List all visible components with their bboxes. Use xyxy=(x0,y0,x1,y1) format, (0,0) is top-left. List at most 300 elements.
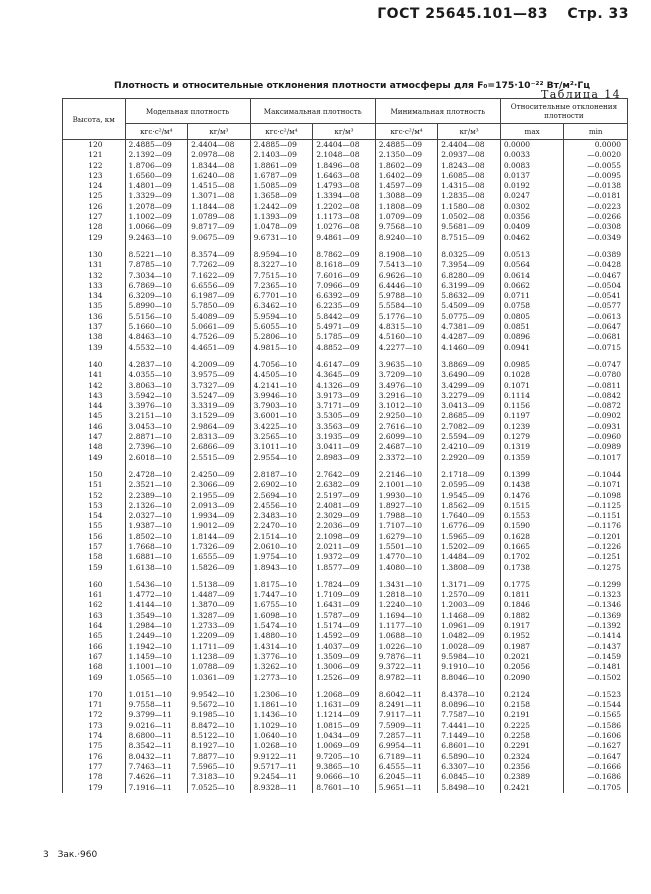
table-row xyxy=(63,291,628,301)
table-cell: 4.6147—09 xyxy=(313,360,376,370)
table-cell: 3.9173—09 xyxy=(313,391,376,401)
table-cell: 1.3262—10 xyxy=(250,662,313,672)
table-cell: 9.2463—10 xyxy=(125,233,188,243)
table-cell: 9.0216—11 xyxy=(125,721,188,731)
table-cell: 7.3034—10 xyxy=(125,271,188,281)
table-cell: 5.6055—10 xyxy=(250,322,313,332)
table-cell: 176 xyxy=(63,752,126,762)
table-cell: 1.0276—08 xyxy=(313,222,376,232)
page-number: Стр. 33 xyxy=(567,6,629,22)
table-cell: 1.0268—10 xyxy=(250,741,313,751)
table-cell: 0.2056 xyxy=(500,662,564,672)
table-row xyxy=(63,580,628,590)
table-cell: 2.1955—09 xyxy=(188,491,251,501)
table-cell: 5.2806—10 xyxy=(250,332,313,342)
table-cell: 127 xyxy=(63,212,126,222)
table-cell: 1.2449—10 xyxy=(125,631,188,641)
table-cell: 1.2003—09 xyxy=(438,600,501,610)
table-cell: 2.7642—09 xyxy=(313,470,376,480)
gap-cell xyxy=(188,353,251,360)
table-cell: —0.0467 xyxy=(564,271,628,281)
table-cell: 172 xyxy=(63,710,126,720)
table-cell: 9.7205—10 xyxy=(313,752,376,762)
table-cell: 1.4144—10 xyxy=(125,600,188,610)
table-cell: 3.9635—10 xyxy=(375,360,438,370)
table-cell: 6.0845—10 xyxy=(438,772,501,782)
gap-cell xyxy=(500,573,564,580)
table-cell: 128 xyxy=(63,222,126,232)
table-cell: —0.0138 xyxy=(564,181,628,191)
table-cell: 6.8601—10 xyxy=(438,741,501,751)
gap-cell xyxy=(188,243,251,250)
table-cell: 142 xyxy=(63,381,126,391)
table-cell: 2.8187—10 xyxy=(250,470,313,480)
table-cell: 6.3209—10 xyxy=(125,291,188,301)
table-cell: 0.2389 xyxy=(500,772,564,782)
table-cell: 7.0525—10 xyxy=(188,783,251,793)
table-cell: 1.2733—09 xyxy=(188,621,251,631)
table-cell: 0.1553 xyxy=(500,511,564,521)
table-cell: 2.3029—09 xyxy=(313,511,376,521)
table-cell: 136 xyxy=(63,312,126,322)
table-cell: 140 xyxy=(63,360,126,370)
table-cell: 7.5413—10 xyxy=(375,260,438,270)
table-cell: 2.0327—10 xyxy=(125,511,188,521)
table-cell: 0.1476 xyxy=(500,491,564,501)
table-cell: 8.7862—09 xyxy=(313,250,376,260)
table-cell: 1.7824—09 xyxy=(313,580,376,590)
table-cell: 1.1631—09 xyxy=(313,700,376,710)
table-cell: 158 xyxy=(63,552,126,562)
table-row xyxy=(63,222,628,232)
table-cell: —0.1523 xyxy=(564,690,628,700)
table-cell: 1.2818—10 xyxy=(375,590,438,600)
gap-cell xyxy=(313,353,376,360)
table-cell: —0.1151 xyxy=(564,511,628,521)
table-cell: 0.1071 xyxy=(500,381,564,391)
table-cell: 1.6560—09 xyxy=(125,171,188,181)
table-cell: 1.3509—09 xyxy=(313,652,376,662)
table-cell: 7.5965—10 xyxy=(188,762,251,772)
table-cell: 2.2036—09 xyxy=(313,521,376,531)
table-cell: 1.8577—09 xyxy=(313,563,376,573)
table-cell: 1.0478—09 xyxy=(250,222,313,232)
table-cell: 7.8785—10 xyxy=(125,260,188,270)
table-cell: 3.0453—10 xyxy=(125,422,188,432)
table-cell: 173 xyxy=(63,721,126,731)
table-cell: 3.7327—09 xyxy=(188,381,251,391)
table-cell: 4.2141—10 xyxy=(250,381,313,391)
table-cell: —0.0715 xyxy=(564,343,628,353)
table-cell: 0.0000 xyxy=(564,140,628,151)
table-row xyxy=(63,271,628,281)
gap-cell xyxy=(188,683,251,690)
table-cell: 152 xyxy=(63,491,126,501)
table-cell: 3.7209—10 xyxy=(375,370,438,380)
table-cell: —0.1125 xyxy=(564,501,628,511)
table-cell: 1.5965—09 xyxy=(438,532,501,542)
table-cell: 0.2421 xyxy=(500,783,564,793)
table-cell: 1.3071—08 xyxy=(188,191,251,201)
table-cell: 2.4250—09 xyxy=(188,470,251,480)
gap-cell xyxy=(500,683,564,690)
table-cell: 9.0675—09 xyxy=(188,233,251,243)
table-cell: 1.3549—10 xyxy=(125,611,188,621)
table-cell: —0.0266 xyxy=(564,212,628,222)
table-cell: 1.3870—09 xyxy=(188,600,251,610)
table-cell: 1.7668—10 xyxy=(125,542,188,552)
table-cell: 1.6138—10 xyxy=(125,563,188,573)
table-cell: 1.1173—08 xyxy=(313,212,376,222)
table-cell: 0.2021 xyxy=(500,652,564,662)
table-cell: 154 xyxy=(63,511,126,521)
table-cell: 0.0302 xyxy=(500,202,564,212)
table-cell: 1.1001—10 xyxy=(125,662,188,672)
table-cell: 2.8685—09 xyxy=(438,411,501,421)
table-row xyxy=(63,642,628,652)
table-cell: 8.6800—11 xyxy=(125,731,188,741)
table-cell: 2.3066—09 xyxy=(188,480,251,490)
table-cell: 2.5197—09 xyxy=(313,491,376,501)
table-cell: 0.0614 xyxy=(500,271,564,281)
table-cell: 1.2240—10 xyxy=(375,600,438,610)
table-cell: 4.5160—10 xyxy=(375,332,438,342)
table-cell: —0.1369 xyxy=(564,611,628,621)
table-row xyxy=(63,391,628,401)
table-cell: 2.6866—09 xyxy=(188,442,251,452)
table-cell: 1.2209—09 xyxy=(188,631,251,641)
table-cell: 167 xyxy=(63,652,126,662)
table-cell: 1.0688—10 xyxy=(375,631,438,641)
group-gap xyxy=(63,463,628,470)
table-cell: 1.7107—10 xyxy=(375,521,438,531)
gap-cell xyxy=(313,243,376,250)
table-cell: 1.3287—09 xyxy=(188,611,251,621)
table-cell: 0.1438 xyxy=(500,480,564,490)
table-cell: —0.0541 xyxy=(564,291,628,301)
table-cell: 159 xyxy=(63,563,126,573)
table-cell: 135 xyxy=(63,301,126,311)
table-cell: 156 xyxy=(63,532,126,542)
table-cell: 4.2009—09 xyxy=(188,360,251,370)
table-cell: 4.7526—09 xyxy=(188,332,251,342)
table-cell: 1.7640—09 xyxy=(438,511,501,521)
table-cell: 8.5122—10 xyxy=(188,731,251,741)
table-cell: 169 xyxy=(63,673,126,683)
table-cell: 3.1935—09 xyxy=(313,432,376,442)
table-cell: —0.1017 xyxy=(564,453,628,463)
table-cell: 1.4793—08 xyxy=(313,181,376,191)
table-cell: 163 xyxy=(63,611,126,621)
table-cell: 4.7056—10 xyxy=(250,360,313,370)
table-cell: 1.8927—10 xyxy=(375,501,438,511)
table-cell: 0.2356 xyxy=(500,762,564,772)
table-cell: 2.6902—10 xyxy=(250,480,313,490)
table-cell: 8.8046—10 xyxy=(438,673,501,683)
table-cell: 0.1917 xyxy=(500,621,564,631)
table-cell: 0.1197 xyxy=(500,411,564,421)
gap-cell xyxy=(375,683,438,690)
table-cell: 1.8502—10 xyxy=(125,532,188,542)
table-cell: 1.8861—09 xyxy=(250,161,313,171)
table-cell: 0.1239 xyxy=(500,422,564,432)
table-cell: 2.1326—10 xyxy=(125,501,188,511)
table-cell: 1.5202—09 xyxy=(438,542,501,552)
table-cell: 9.8717—09 xyxy=(188,222,251,232)
group-gap xyxy=(63,353,628,360)
table-row xyxy=(63,563,628,573)
table-cell: —0.0223 xyxy=(564,202,628,212)
table-cell: 1.8243—08 xyxy=(438,161,501,171)
table-cell: 4.9815—10 xyxy=(250,343,313,353)
gap-cell xyxy=(438,573,501,580)
table-cell: 6.3199—09 xyxy=(438,281,501,291)
table-cell: —0.1627 xyxy=(564,741,628,751)
unit-kg: кг/м³ xyxy=(313,124,376,140)
table-row xyxy=(63,360,628,370)
table-cell: 1.4037—09 xyxy=(313,642,376,652)
table-cell: 0.2324 xyxy=(500,752,564,762)
table-cell: 9.6731—10 xyxy=(250,233,313,243)
table-cell: 134 xyxy=(63,291,126,301)
table-cell: 2.7616—10 xyxy=(375,422,438,432)
table-cell: 7.0966—09 xyxy=(313,281,376,291)
table-cell: 6.3307—10 xyxy=(438,762,501,772)
table-cell: 6.7701—10 xyxy=(250,291,313,301)
standard-number: ГОСТ 25645.101—83 xyxy=(377,6,549,22)
table-cell: 1.6881—10 xyxy=(125,552,188,562)
table-cell: 137 xyxy=(63,322,126,332)
table-cell: 0.2090 xyxy=(500,673,564,683)
table-cell: —0.1606 xyxy=(564,731,628,741)
table-cell: 2.9864—09 xyxy=(188,422,251,432)
table-cell: 0.1952 xyxy=(500,631,564,641)
table-cell: 1.9934—09 xyxy=(188,511,251,521)
table-cell: —0.0349 xyxy=(564,233,628,243)
table-cell: —0.1544 xyxy=(564,700,628,710)
table-cell: 1.4801—09 xyxy=(125,181,188,191)
table-cell: 1.9930—10 xyxy=(375,491,438,501)
gap-cell xyxy=(250,683,313,690)
table-cell: 1.1436—10 xyxy=(250,710,313,720)
gap-cell xyxy=(63,353,126,360)
table-cell: 1.0709—09 xyxy=(375,212,438,222)
table-cell: —0.0902 xyxy=(564,411,628,421)
table-cell: 168 xyxy=(63,662,126,672)
table-cell: 2.1001—10 xyxy=(375,480,438,490)
table-cell: 6.2235—09 xyxy=(313,301,376,311)
table-cell: 150 xyxy=(63,470,126,480)
table-cell: 1.9012—09 xyxy=(188,521,251,531)
table-cell: 8.5221—10 xyxy=(125,250,188,260)
table-cell: —0.0647 xyxy=(564,322,628,332)
table-cell: 143 xyxy=(63,391,126,401)
table-row xyxy=(63,521,628,531)
table-cell: 2.4728—10 xyxy=(125,470,188,480)
table-cell: 0.2258 xyxy=(500,731,564,741)
table-cell: —0.0931 xyxy=(564,422,628,432)
table-cell: 1.3088—09 xyxy=(375,191,438,201)
table-cell: 8.1927—10 xyxy=(188,741,251,751)
col-max: Максимальная плотность xyxy=(250,99,375,124)
table-cell: 3.7171—09 xyxy=(313,401,376,411)
table-cell: —0.0872 xyxy=(564,401,628,411)
table-cell: 1.3006—09 xyxy=(313,662,376,672)
table-cell: 0.0462 xyxy=(500,233,564,243)
table-cell: 1.3171—09 xyxy=(438,580,501,590)
table-cell: 1.4315—08 xyxy=(438,181,501,191)
table-cell: 3.5247—09 xyxy=(188,391,251,401)
table-cell: 6.7869—10 xyxy=(125,281,188,291)
table-cell: 7.7262—09 xyxy=(188,260,251,270)
table-cell: 2.0610—10 xyxy=(250,542,313,552)
table-cell: 6.2045—11 xyxy=(375,772,438,782)
table-cell: 7.6016—09 xyxy=(313,271,376,281)
table-cell: 1.9372—09 xyxy=(313,552,376,562)
table-cell: 8.7515—09 xyxy=(438,233,501,243)
table-row xyxy=(63,260,628,270)
table-cell: 5.8990—10 xyxy=(125,301,188,311)
table-cell: 1.2202—08 xyxy=(313,202,376,212)
table-cell: 0.0662 xyxy=(500,281,564,291)
table-row xyxy=(63,783,628,793)
table-cell: 5.4089—09 xyxy=(188,312,251,322)
table-cell: 1.6787—09 xyxy=(250,171,313,181)
table-cell: —0.0613 xyxy=(564,312,628,322)
table-cell: 129 xyxy=(63,233,126,243)
table-cell: —0.0504 xyxy=(564,281,628,291)
table-cell: 8.1618—09 xyxy=(313,260,376,270)
density-table xyxy=(62,98,628,793)
table-cell: 6.7189—11 xyxy=(375,752,438,762)
table-cell: 2.1514—10 xyxy=(250,532,313,542)
table-cell: 1.6098—10 xyxy=(250,611,313,621)
table-cell: 2.3521—10 xyxy=(125,480,188,490)
table-cell: 1.0482—09 xyxy=(438,631,501,641)
table-row xyxy=(63,212,628,222)
table-cell: 3.2279—09 xyxy=(438,391,501,401)
table-cell: 1.0815—09 xyxy=(313,721,376,731)
table-cell: 0.0033 xyxy=(500,150,564,160)
gap-cell xyxy=(250,243,313,250)
table-cell: —0.0055 xyxy=(564,161,628,171)
table-cell: 120 xyxy=(63,140,126,151)
gap-cell xyxy=(313,463,376,470)
table-cell: 8.9594—10 xyxy=(250,250,313,260)
table-row xyxy=(63,652,628,662)
table-cell: 0.2225 xyxy=(500,721,564,731)
table-cell: 1.8144—09 xyxy=(188,532,251,542)
table-cell: 147 xyxy=(63,432,126,442)
unit-min: min xyxy=(564,124,628,140)
table-cell: 0.1114 xyxy=(500,391,564,401)
gap-cell xyxy=(564,573,628,580)
table-cell: 0.2191 xyxy=(500,710,564,720)
table-cell: 1.0028—09 xyxy=(438,642,501,652)
table-cell: 7.7515—10 xyxy=(250,271,313,281)
table-cell: 148 xyxy=(63,442,126,452)
table-cell: 3.4299—09 xyxy=(438,381,501,391)
table-row xyxy=(63,171,628,181)
table-cell: 1.2835—08 xyxy=(438,191,501,201)
gap-cell xyxy=(375,573,438,580)
table-cell: 5.9788—10 xyxy=(375,291,438,301)
table-cell: 2.5694—10 xyxy=(250,491,313,501)
table-cell: 4.2837—10 xyxy=(125,360,188,370)
table-cell: 7.1622—09 xyxy=(188,271,251,281)
table-cell: —0.0428 xyxy=(564,260,628,270)
table-cell: 1.1468—09 xyxy=(438,611,501,621)
table-cell: 0.0711 xyxy=(500,291,564,301)
table-cell: 1.8496—08 xyxy=(313,161,376,171)
table-cell: 9.7568—10 xyxy=(375,222,438,232)
table-cell: 3.6490—09 xyxy=(438,370,501,380)
table-cell: 161 xyxy=(63,590,126,600)
table-cell: 139 xyxy=(63,343,126,353)
table-cell: 4.7381—09 xyxy=(438,322,501,332)
table-cell: 2.4885—09 xyxy=(250,140,313,151)
table-cell: 2.8983—09 xyxy=(313,453,376,463)
table-cell: 0.1515 xyxy=(500,501,564,511)
table-cell: —0.1275 xyxy=(564,563,628,573)
table-cell: 2.7082—09 xyxy=(438,422,501,432)
table-cell: 1.0226—10 xyxy=(375,642,438,652)
table-cell: 1.1808—09 xyxy=(375,202,438,212)
table-cell: 2.1048—08 xyxy=(313,150,376,160)
table-cell: 0.1399 xyxy=(500,470,564,480)
table-cell: 0.0758 xyxy=(500,301,564,311)
table-cell: 132 xyxy=(63,271,126,281)
table-cell: —0.1201 xyxy=(564,532,628,542)
group-gap xyxy=(63,573,628,580)
table-cell: 1.0434—09 xyxy=(313,731,376,741)
table-body xyxy=(63,140,628,793)
table-cell: 1.0640—10 xyxy=(250,731,313,741)
page-header xyxy=(377,6,629,22)
gap-cell xyxy=(313,573,376,580)
table-cell: 7.3183—10 xyxy=(188,772,251,782)
table-cell: —0.0842 xyxy=(564,391,628,401)
table-cell: 8.9328—11 xyxy=(250,783,313,793)
table-row xyxy=(63,181,628,191)
gap-cell xyxy=(63,573,126,580)
gap-cell xyxy=(375,353,438,360)
table-cell: 1.8943—10 xyxy=(250,563,313,573)
table-cell: 7.4441—10 xyxy=(438,721,501,731)
table-cell: 1.0565—10 xyxy=(125,673,188,683)
table-row xyxy=(63,442,628,452)
table-row xyxy=(63,301,628,311)
table-cell: 179 xyxy=(63,783,126,793)
unit-kgc: кгс·с²/м⁴ xyxy=(375,124,438,140)
table-cell: 0.0000 xyxy=(500,140,564,151)
table-row xyxy=(63,411,628,421)
table-cell: 3.3319—09 xyxy=(188,401,251,411)
table-cell: 0.1775 xyxy=(500,580,564,590)
gap-cell xyxy=(188,573,251,580)
table-cell: 5.1785—09 xyxy=(313,332,376,342)
table-cell: 1.3329—09 xyxy=(125,191,188,201)
table-cell: 0.0805 xyxy=(500,312,564,322)
table-row xyxy=(63,370,628,380)
table-cell: 3.1011—10 xyxy=(250,442,313,452)
table-cell: 9.5717—11 xyxy=(250,762,313,772)
table-cell: 1.7326—09 xyxy=(188,542,251,552)
table-cell: —0.1226 xyxy=(564,542,628,552)
table-cell: 3.3563—09 xyxy=(313,422,376,432)
table-cell: 1.2773—10 xyxy=(250,673,313,683)
table-cell: 4.8315—10 xyxy=(375,322,438,332)
